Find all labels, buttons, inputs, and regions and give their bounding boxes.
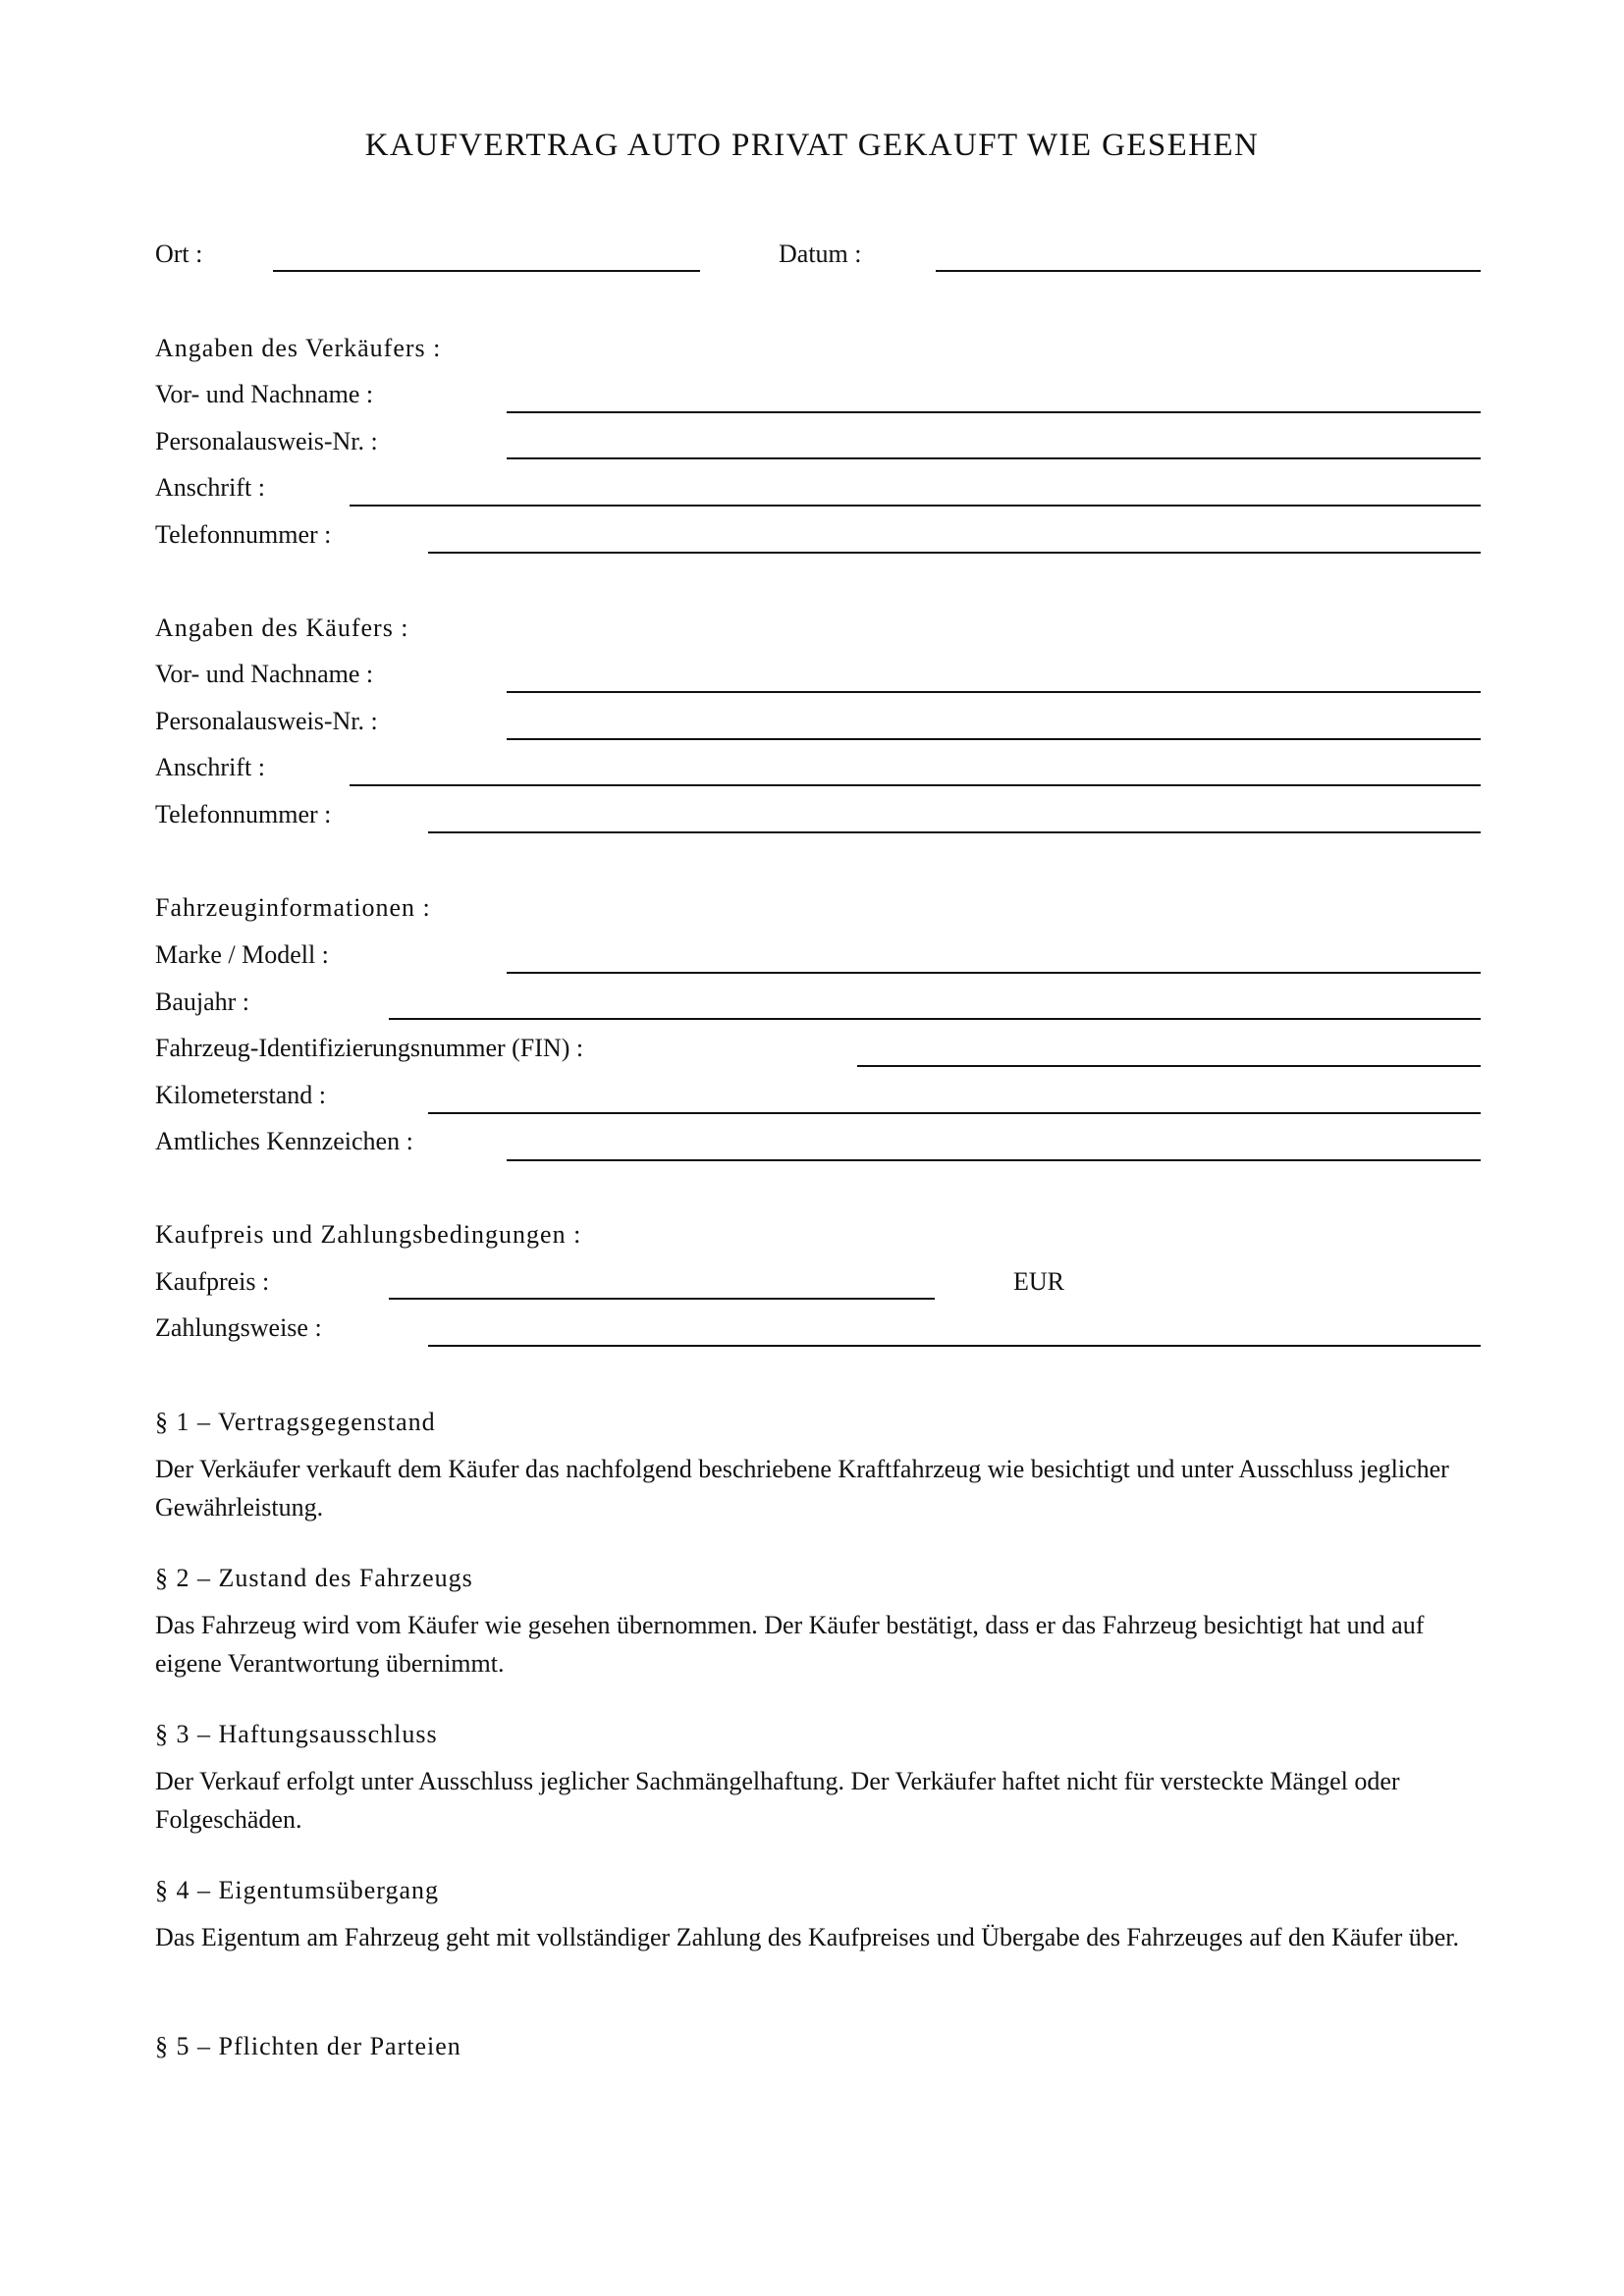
vehicle-year-label: Baujahr : — [155, 988, 250, 1016]
seller-id-label: Personalausweis-Nr. : — [155, 427, 378, 455]
seller-heading: Angaben des Verkäufers : — [155, 334, 442, 362]
vehicle-model-field[interactable] — [507, 972, 1481, 974]
section-4-heading: § 4 – Eigentumsübergang — [155, 1876, 439, 1904]
vehicle-mileage-field[interactable] — [428, 1112, 1481, 1114]
vehicle-mileage-label: Kilometerstand : — [155, 1081, 327, 1109]
vehicle-year-field[interactable] — [389, 1018, 1481, 1020]
vehicle-heading: Fahrzeuginformationen : — [155, 893, 431, 922]
buyer-address-label: Anschrift : — [155, 753, 265, 781]
ort-label: Ort : — [155, 240, 203, 268]
section-4-text: Das Eigentum am Fahrzeug geht mit vollständiger Zahlung des Kaufpreises und Übergabe des Fahrzeuges auf den Käufer über. — [155, 1923, 1460, 1951]
section-3-heading: § 3 – Haftungsausschluss — [155, 1720, 438, 1748]
section-3-text: Der Verkauf erfolgt unter Ausschluss jeglicher Sachmängelhaftung. Der Verkäufer haftet nicht für versteckte Mängel oder Folgeschäden. — [155, 1767, 1400, 1834]
buyer-id-field[interactable] — [507, 738, 1481, 740]
vehicle-plate-label: Amtliches Kennzeichen : — [155, 1127, 413, 1155]
seller-name-label: Vor- und Nachname : — [155, 380, 374, 408]
seller-phone-label: Telefonnummer : — [155, 520, 332, 549]
datum-field[interactable] — [936, 270, 1481, 272]
ort-field[interactable] — [273, 270, 700, 272]
seller-phone-field[interactable] — [428, 552, 1481, 554]
buyer-id-label: Personalausweis-Nr. : — [155, 707, 378, 735]
price-field[interactable] — [389, 1298, 935, 1300]
vehicle-vin-label: Fahrzeug-Identifizierungsnummer (FIN) : — [155, 1034, 584, 1062]
buyer-phone-label: Telefonnummer : — [155, 800, 332, 828]
vehicle-vin-field[interactable] — [857, 1065, 1481, 1067]
vehicle-model-label: Marke / Modell : — [155, 940, 329, 969]
document-title: KAUFVERTRAG AUTO PRIVAT GEKAUFT WIE GESEHEN — [364, 128, 1260, 163]
buyer-address-field[interactable] — [350, 784, 1481, 786]
buyer-phone-field[interactable] — [428, 831, 1481, 833]
buyer-heading: Angaben des Käufers : — [155, 614, 409, 642]
section-2-heading: § 2 – Zustand des Fahrzeugs — [155, 1564, 473, 1592]
seller-id-field[interactable] — [507, 457, 1481, 459]
section-5-heading: § 5 – Pflichten der Parteien — [155, 2032, 461, 2060]
payment-heading: Kaufpreis und Zahlungsbedingungen : — [155, 1220, 582, 1249]
vehicle-plate-field[interactable] — [507, 1159, 1481, 1161]
seller-address-field[interactable] — [350, 505, 1481, 507]
section-1-text: Der Verkäufer verkauft dem Käufer das nachfolgend beschriebene Kraftfahrzeug wie besichtigt und unter Ausschluss jeglicher Gewährleistung. — [155, 1455, 1449, 1522]
buyer-name-label: Vor- und Nachname : — [155, 660, 374, 688]
price-label: Kaufpreis : — [155, 1267, 270, 1296]
section-2-text: Das Fahrzeug wird vom Käufer wie gesehen übernommen. Der Käufer bestätigt, dass er das Fahrzeug besichtigt hat und auf eigene Verantwortung übernimmt. — [155, 1611, 1425, 1678]
buyer-name-field[interactable] — [507, 691, 1481, 693]
seller-address-label: Anschrift : — [155, 473, 265, 502]
section-1-heading: § 1 – Vertragsgegenstand — [155, 1408, 436, 1436]
currency-label: EUR — [1013, 1267, 1064, 1296]
payment-method-label: Zahlungsweise : — [155, 1313, 322, 1342]
datum-label: Datum : — [779, 240, 862, 268]
seller-name-field[interactable] — [507, 411, 1481, 413]
payment-method-field[interactable] — [428, 1345, 1481, 1347]
